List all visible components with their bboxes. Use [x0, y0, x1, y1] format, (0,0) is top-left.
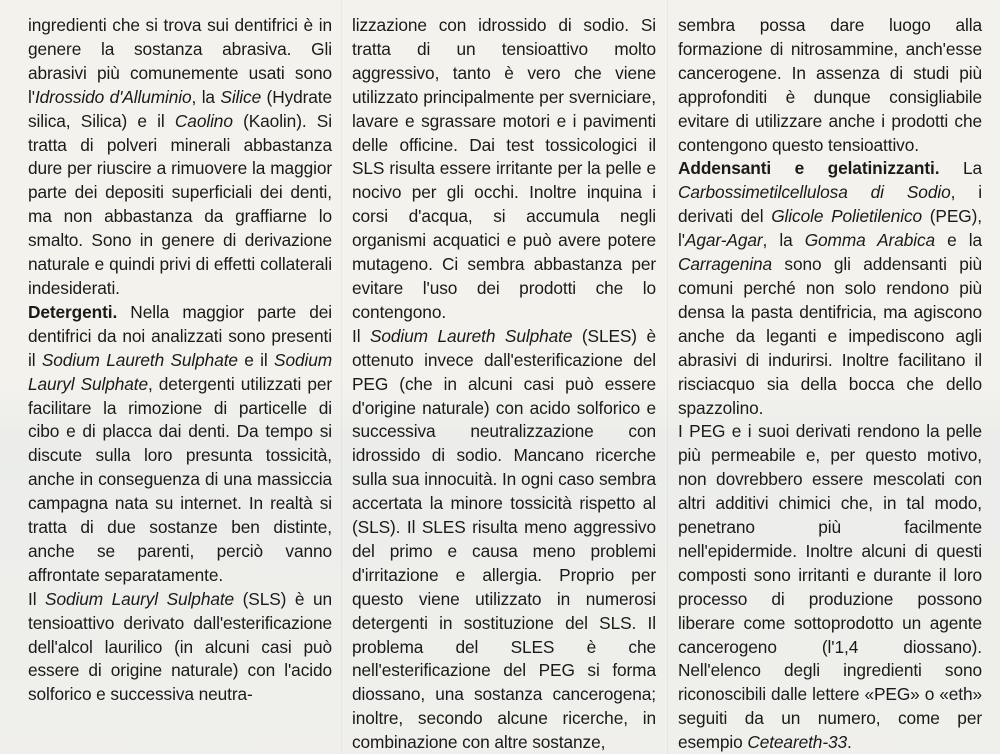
italic-term: Sodium Laureth Sulphate	[41, 349, 238, 370]
italic-term: Carbossimetilcellulosa di Sodio	[678, 182, 951, 203]
text-run: , la	[191, 86, 221, 107]
column-gutter	[341, 0, 342, 754]
text-run: sono gli addensanti più comuni perché non solo rendono più densa la pasta dentifricia, ma agiscono anche da leganti e impediscono agli abrasivi di indurirsi. Inoltre facilitano il risciacquo sia della bocca che dello spazzolino.	[678, 254, 982, 418]
italic-term: Caolino	[174, 110, 233, 131]
text-run: ingredienti che si trova sui dentifrici è in genere la sostanza abrasiva. Gli abrasivi più comunemente usati sono l'	[28, 15, 332, 107]
text-run: Nella maggior parte dei dentifrici da noi analizzati sono presenti il	[28, 301, 332, 370]
paragraph	[678, 420, 982, 754]
italic-term: Silice	[220, 86, 262, 107]
paragraph	[678, 14, 982, 157]
text-run: (SLES) è ottenuto invece dall'esterificazione del PEG (che in alcuni casi può essere d'origine naturale) con acido solforico e successiva neutralizzazione con idrossido di sodio. Mancano ricerche sulla sua innocuità. In ogni caso sembra accertata la minore tossicità rispetto al (SLS). Il SLES risulta meno aggressivo del primo e causa meno problemi d'irritazione e allergia. Proprio per questo viene utilizzato in numerosi detergenti in sostituzione del SLS. Il problema del SLES è che nell'esterificazione del PEG si forma diossano, una sostanza cancerogena; inoltre, secondo alcune ricerche, in combinazione con altre sostanze,	[352, 325, 656, 753]
text-column-3	[678, 14, 982, 754]
text-run: , i derivati del	[678, 182, 982, 227]
section-heading: Detergenti.	[28, 301, 118, 322]
text-run: e la	[935, 230, 982, 251]
text-run: La	[939, 158, 982, 179]
italic-term: Sodium Laureth Sulphate	[369, 325, 573, 346]
italic-term: Sodium Lauryl Sulphate	[28, 349, 333, 394]
italic-term: Ceteareth-33	[747, 732, 847, 753]
italic-term: Gomma Arabica	[804, 230, 936, 251]
text-run: .	[847, 732, 852, 753]
text-run: , la	[762, 230, 805, 251]
text-run: Il	[28, 588, 46, 609]
text-run: (SLS) è un tensioattivo derivato dall'esterificazione dell'alcol laurilico (in alcuni casi può essere di origine naturale) con l'acido solforico e successiva neutra-	[28, 588, 332, 705]
italic-term: Sodium Lauryl Sulphate	[45, 588, 235, 609]
text-run: e il	[237, 349, 275, 370]
column-gutter	[667, 0, 668, 754]
paragraph	[28, 301, 332, 588]
text-run: I PEG e i suoi derivati rendono la pelle più permeabile e, per questo motivo, non dovrebbero essere mescolati con altri additivi chimici che, in tal modo, penetrano più facilmente nell'epidermide. Inoltre alcuni di questi composti sono irritanti e durante il loro processo di produzione possono liberare come sottoprodotto un agente cancerogeno (l'1,4 diossano). Nell'elenco degli ingredienti sono riconoscibili dalle lettere «PEG» o «eth» seguiti da un numero, come per esempio	[678, 421, 982, 753]
text-run: Il	[352, 325, 370, 346]
italic-term: Carragenina	[678, 254, 773, 275]
section-heading: Addensanti e gelatinizzanti.	[678, 158, 940, 179]
paragraph	[28, 14, 332, 301]
italic-term: Idrossido d'Alluminio	[34, 86, 192, 107]
italic-term: Agar-Agar	[684, 230, 763, 251]
text-run: (PEG), l'	[678, 206, 982, 251]
text-run: lizzazione con idrossido di sodio. Si tratta di un tensioattivo molto aggressivo, tanto è vero che viene utilizzato principalmente per sverniciare, lavare e sgrassare motori e i pavimenti delle officine. Dai test tossicologici il SLS risulta essere irritante per la pelle e nocivo per gli occhi. Inoltre inquina i corsi d'acqua, si accumula negli organismi acquatici e può avere potere mutageno. Ci sembra abbastanza per evitare l'uso dei prodotti che lo contengono.	[352, 15, 656, 322]
text-run: (Kaolin). Si tratta di polveri minerali abbastanza dure per riuscire a rimuovere la maggior parte dei depositi superficiali dei denti, ma non abbastanza da graffiarne lo smalto. Sono in genere di derivazione naturale e quindi privi di effetti collaterali indesiderati.	[28, 110, 332, 298]
text-run: sembra possa dare luogo alla formazione di nitrosammine, anch'esse cancerogene. In assenza di studi più approfonditi è dunque consigliabile evitare di utilizzare anche i prodotti che contengono questo tensioattivo.	[678, 15, 982, 155]
text-column-2	[352, 14, 656, 754]
paragraph	[352, 14, 656, 325]
text-column-1	[28, 14, 332, 707]
italic-term: Glicole Polietilenico	[771, 206, 923, 227]
paragraph	[28, 588, 332, 708]
text-run: , detergenti utilizzati per facilitare la rimozione di particelle di cibo e di placca dai denti. Da tempo si discute sulla loro presunta tossicità, anche in conseguenza di una massiccia campagna nata su internet. In realtà si tratta di due sostanze ben distinte, anche se parenti, perciò vanno affrontate separatamente.	[28, 373, 333, 585]
paragraph	[352, 325, 656, 754]
paragraph	[678, 157, 982, 420]
text-run: (Hydrate silica, Silica) e il	[28, 86, 332, 131]
